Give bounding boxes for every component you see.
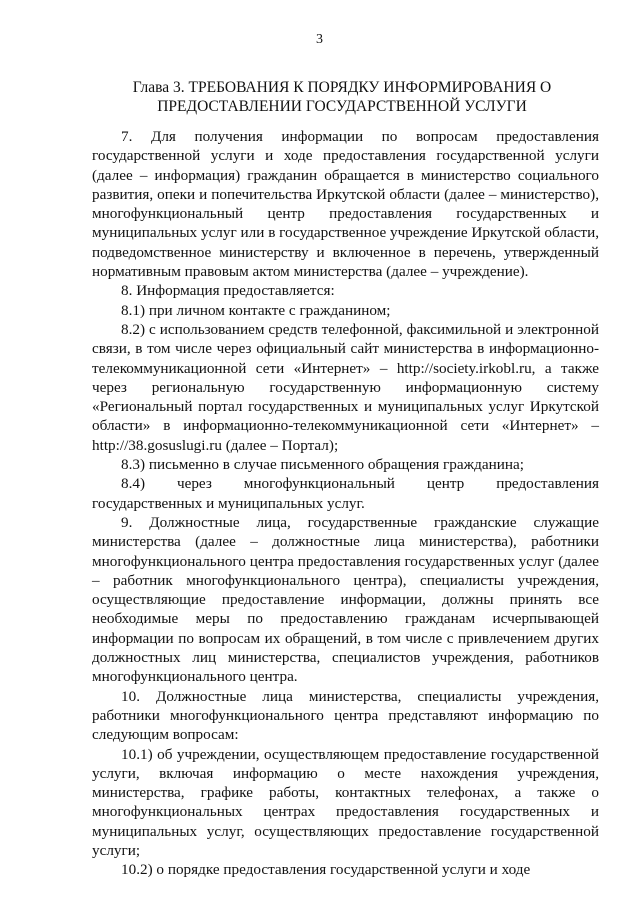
paragraph-8-2: 8.2) с использованием средств телефонной, факсимильной и электронной связи, в том числе через официальный сайт министерства в информационно-телекоммуникационной сети «Интернет» – http://society.irkobl.ru, а также через региональную государственную информационную систему «Региональный портал государственных и муниципальных услуг Иркутской области» в информационно-телекоммуникационной сети «Интернет» – http://38.gosuslugi.ru (далее – Портал); [92, 320, 599, 454]
paragraph-10-1: 10.1) об учреждении, осуществляющем предоставление государственной услуги, включая информацию о месте нахождения учреждения, министерства, графике работы, контактных телефонах, а также о многофункциональных центрах предоставления государственных и муниципальных услуг, осуществляющих предоставление государственной услуги; [92, 745, 599, 859]
paragraph-9: 9. Должностные лица, государственные гражданские служащие министерства (далее – должностные лица министерства), работники многофункционального центра предоставления государственных услуг (далее – работник многофункционального центра), специалисты учреждения, осуществляющие предоставление информации, должны принять все необходимые меры по предоставлению гражданам исчерпывающей информации по вопросам их обращений, в том числе с привлечением других должностных лиц министерства, специалистов учреждения, работников многофункционального центра. [92, 513, 599, 686]
paragraph-10-2: 10.2) о порядке предоставления государственной услуги и ходе [121, 861, 531, 879]
paragraph-10: 10. Должностные лица министерства, специалисты учреждения, работники многофункционального центра представляют информацию по следующим вопросам: [92, 687, 599, 744]
paragraph-8-3: 8.3) письменно в случае письменного обращения гражданина; [121, 456, 524, 474]
body-text [92, 127, 599, 880]
paragraph-8-1: 8.1) при личном контакте с гражданином; [121, 301, 391, 319]
page-number: 3 [316, 32, 323, 47]
chapter-title: Глава 3. ТРЕБОВАНИЯ К ПОРЯДКУ ИНФОРМИРОВАНИЯ О ПРЕДОСТАВЛЕНИИ ГОСУДАРСТВЕННОЙ УСЛУГИ [132, 79, 552, 115]
paragraph-8-4: 8.4) через многофункциональный центр предоставления государственных и муниципальных услуг. [92, 475, 599, 512]
paragraph-7: 7. Для получения информации по вопросам предоставления государственной услуги и ходе предоставления государственной услуги (далее – информация) гражданин обращается в министерство социального развития, опеки и попечительства Иркутской области (далее – министерство), многофункциональный центр предоставления государственных и муниципальных услуг или в государственное учреждение Иркутской области, подведомственное министерству и включенное в перечень, утвержденный нормативным правовым актом министерства (далее – учреждение). [92, 128, 599, 281]
paragraph-8: 8. Информация предоставляется: [121, 282, 335, 300]
